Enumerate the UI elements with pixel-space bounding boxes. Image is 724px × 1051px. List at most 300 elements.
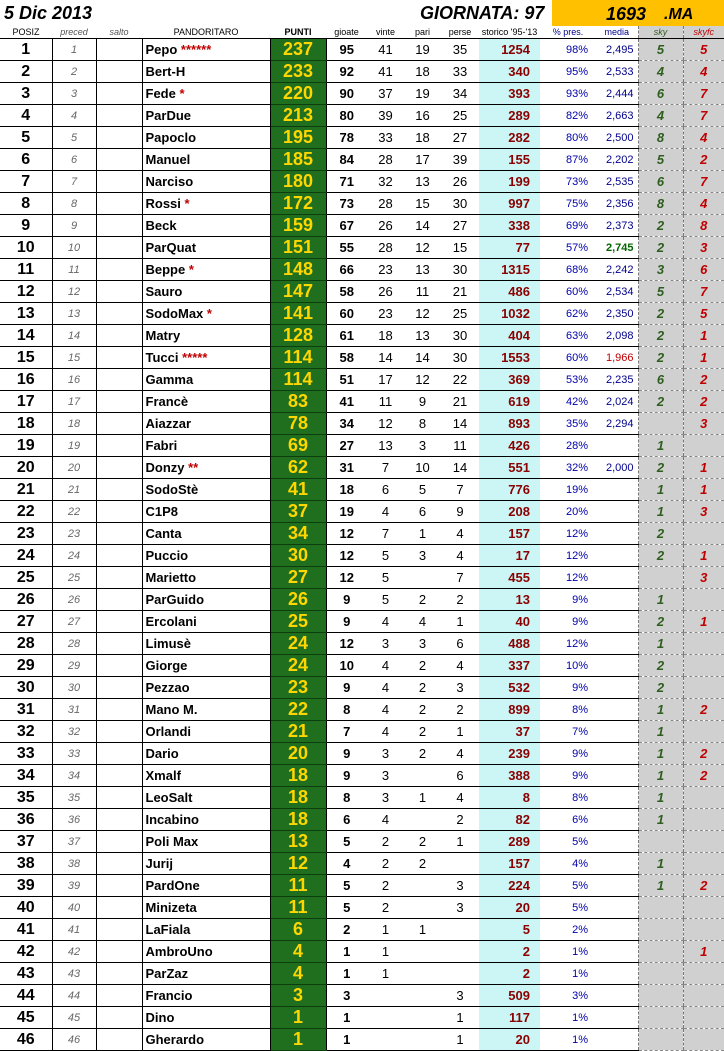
presence-cell: 68%	[540, 259, 596, 281]
previous-cell: 38	[52, 853, 96, 875]
won-cell: 28	[367, 149, 404, 171]
skyfc-cell: 1	[683, 325, 724, 347]
position-cell: 20	[0, 457, 52, 479]
jump-cell	[96, 743, 142, 765]
table-row	[0, 1029, 724, 1051]
draw-cell	[404, 809, 441, 831]
won-cell	[367, 985, 404, 1007]
skyfc-cell: 7	[683, 83, 724, 105]
history-cell: 2	[479, 963, 540, 985]
played-cell: 90	[326, 83, 367, 105]
position-cell: 5	[0, 127, 52, 149]
skyfc-cell	[683, 721, 724, 743]
player-name-cell: Incabino	[142, 809, 270, 831]
presence-cell: 1%	[540, 941, 596, 963]
played-cell: 8	[326, 699, 367, 721]
sky-cell: 4	[638, 61, 683, 83]
skyfc-cell: 2	[683, 875, 724, 897]
average-cell	[596, 875, 638, 897]
table-row	[0, 369, 724, 391]
jump-cell	[96, 721, 142, 743]
player-name-cell: Jurij	[142, 853, 270, 875]
presence-cell: 6%	[540, 809, 596, 831]
average-cell	[596, 743, 638, 765]
draw-cell: 5	[404, 479, 441, 501]
points-cell: 195	[270, 127, 326, 149]
position-cell: 32	[0, 721, 52, 743]
played-cell: 1	[326, 941, 367, 963]
average-cell	[596, 853, 638, 875]
table-row	[0, 501, 724, 523]
average-cell	[596, 633, 638, 655]
history-cell: 899	[479, 699, 540, 721]
draw-cell	[404, 875, 441, 897]
table-row	[0, 633, 724, 655]
star-marker: *	[203, 306, 212, 321]
col-header-played: gioate	[326, 26, 367, 39]
col-header-won: vinte	[367, 26, 404, 39]
jump-cell	[96, 413, 142, 435]
lost-cell: 4	[441, 545, 479, 567]
position-cell: 8	[0, 193, 52, 215]
played-cell: 9	[326, 743, 367, 765]
previous-cell: 1	[52, 39, 96, 61]
presence-cell: 10%	[540, 655, 596, 677]
position-cell: 17	[0, 391, 52, 413]
player-name-cell: ParQuat	[142, 237, 270, 259]
presence-cell: 9%	[540, 677, 596, 699]
player-name-cell: C1P8	[142, 501, 270, 523]
presence-cell: 9%	[540, 765, 596, 787]
average-cell: 2,533	[596, 61, 638, 83]
points-cell: 27	[270, 567, 326, 589]
draw-cell	[404, 985, 441, 1007]
lost-cell: 30	[441, 259, 479, 281]
previous-cell: 27	[52, 611, 96, 633]
previous-cell: 18	[52, 413, 96, 435]
lost-cell: 7	[441, 567, 479, 589]
position-cell: 10	[0, 237, 52, 259]
previous-cell: 21	[52, 479, 96, 501]
sky-cell: 1	[638, 435, 683, 457]
average-cell	[596, 809, 638, 831]
col-header-average: media	[596, 26, 638, 39]
player-name-cell: Limusè	[142, 633, 270, 655]
position-cell: 15	[0, 347, 52, 369]
col-header-player: PANDORITARO	[142, 26, 270, 39]
jump-cell	[96, 941, 142, 963]
presence-cell: 20%	[540, 501, 596, 523]
played-cell: 10	[326, 655, 367, 677]
position-cell: 39	[0, 875, 52, 897]
average-cell	[596, 523, 638, 545]
sky-cell: 6	[638, 369, 683, 391]
skyfc-cell	[683, 1029, 724, 1051]
history-cell: 1553	[479, 347, 540, 369]
draw-cell: 2	[404, 655, 441, 677]
player-name-cell: Tucci *****	[142, 347, 270, 369]
average-cell	[596, 897, 638, 919]
won-cell: 2	[367, 897, 404, 919]
points-cell: 11	[270, 897, 326, 919]
draw-cell: 4	[404, 611, 441, 633]
jump-cell	[96, 765, 142, 787]
draw-cell: 14	[404, 347, 441, 369]
points-cell: 13	[270, 831, 326, 853]
average-cell: 2,098	[596, 325, 638, 347]
previous-cell: 8	[52, 193, 96, 215]
draw-cell: 13	[404, 259, 441, 281]
average-cell: 2,350	[596, 303, 638, 325]
history-cell: 338	[479, 215, 540, 237]
total-suffix: .MA	[664, 6, 694, 23]
lost-cell: 4	[441, 743, 479, 765]
sky-cell	[638, 963, 683, 985]
previous-cell: 42	[52, 941, 96, 963]
sky-cell: 1	[638, 633, 683, 655]
skyfc-cell	[683, 853, 724, 875]
lost-cell: 30	[441, 193, 479, 215]
lost-cell: 2	[441, 699, 479, 721]
average-cell: 2,745	[596, 237, 638, 259]
won-cell: 5	[367, 589, 404, 611]
presence-cell: 28%	[540, 435, 596, 457]
lost-cell	[441, 941, 479, 963]
played-cell: 34	[326, 413, 367, 435]
won-cell: 26	[367, 215, 404, 237]
presence-cell: 63%	[540, 325, 596, 347]
history-cell: 1032	[479, 303, 540, 325]
position-cell: 41	[0, 919, 52, 941]
player-name-cell: ParDue	[142, 105, 270, 127]
player-name-cell: Francio	[142, 985, 270, 1007]
previous-cell: 4	[52, 105, 96, 127]
played-cell: 12	[326, 633, 367, 655]
table-row	[0, 391, 724, 413]
won-cell: 4	[367, 501, 404, 523]
table-row	[0, 985, 724, 1007]
position-cell: 34	[0, 765, 52, 787]
won-cell: 3	[367, 743, 404, 765]
skyfc-cell: 7	[683, 105, 724, 127]
average-cell: 2,294	[596, 413, 638, 435]
history-cell: 551	[479, 457, 540, 479]
previous-cell: 31	[52, 699, 96, 721]
jump-cell	[96, 567, 142, 589]
draw-cell: 2	[404, 699, 441, 721]
previous-cell: 24	[52, 545, 96, 567]
player-name-cell: Narciso	[142, 171, 270, 193]
played-cell: 5	[326, 831, 367, 853]
draw-cell: 2	[404, 853, 441, 875]
table-row	[0, 721, 724, 743]
matchday-label: GIORNATA: 97	[420, 3, 545, 23]
player-name-cell: Puccio	[142, 545, 270, 567]
played-cell: 7	[326, 721, 367, 743]
played-cell: 19	[326, 501, 367, 523]
average-cell: 2,235	[596, 369, 638, 391]
draw-cell: 19	[404, 39, 441, 61]
played-cell: 9	[326, 765, 367, 787]
table-row	[0, 743, 724, 765]
position-cell: 45	[0, 1007, 52, 1029]
table-row	[0, 193, 724, 215]
position-cell: 14	[0, 325, 52, 347]
points-cell: 62	[270, 457, 326, 479]
skyfc-cell: 5	[683, 39, 724, 61]
presence-cell: 1%	[540, 963, 596, 985]
draw-cell: 1	[404, 787, 441, 809]
position-cell: 37	[0, 831, 52, 853]
won-cell: 1	[367, 919, 404, 941]
average-cell	[596, 545, 638, 567]
draw-cell: 10	[404, 457, 441, 479]
sky-cell: 2	[638, 325, 683, 347]
player-name-cell: SodoMax *	[142, 303, 270, 325]
history-cell: 208	[479, 501, 540, 523]
draw-cell: 3	[404, 435, 441, 457]
points-cell: 148	[270, 259, 326, 281]
sky-cell: 2	[638, 215, 683, 237]
previous-cell: 6	[52, 149, 96, 171]
jump-cell	[96, 435, 142, 457]
previous-cell: 26	[52, 589, 96, 611]
jump-cell	[96, 215, 142, 237]
history-cell: 20	[479, 897, 540, 919]
history-cell: 17	[479, 545, 540, 567]
table-row	[0, 655, 724, 677]
points-cell: 11	[270, 875, 326, 897]
draw-cell: 1	[404, 919, 441, 941]
sky-cell: 2	[638, 611, 683, 633]
history-cell: 289	[479, 105, 540, 127]
played-cell: 2	[326, 919, 367, 941]
position-cell: 38	[0, 853, 52, 875]
won-cell: 33	[367, 127, 404, 149]
star-marker: ******	[177, 42, 212, 57]
skyfc-cell: 4	[683, 61, 724, 83]
points-cell: 213	[270, 105, 326, 127]
lost-cell: 1	[441, 831, 479, 853]
played-cell: 6	[326, 809, 367, 831]
table-row	[0, 237, 724, 259]
average-cell: 2,242	[596, 259, 638, 281]
table-row	[0, 457, 724, 479]
sky-cell	[638, 897, 683, 919]
won-cell: 2	[367, 831, 404, 853]
points-cell: 24	[270, 633, 326, 655]
position-cell: 16	[0, 369, 52, 391]
history-cell: 13	[479, 589, 540, 611]
history-cell: 369	[479, 369, 540, 391]
col-header-sky: sky	[638, 26, 683, 39]
points-cell: 141	[270, 303, 326, 325]
previous-cell: 46	[52, 1029, 96, 1051]
lost-cell: 27	[441, 215, 479, 237]
average-cell: 2,534	[596, 281, 638, 303]
previous-cell: 7	[52, 171, 96, 193]
table-row	[0, 941, 724, 963]
jump-cell	[96, 39, 142, 61]
col-header-presence: % pres.	[540, 26, 596, 39]
played-cell: 58	[326, 281, 367, 303]
draw-cell	[404, 897, 441, 919]
jump-cell	[96, 127, 142, 149]
jump-cell	[96, 303, 142, 325]
won-cell: 4	[367, 809, 404, 831]
skyfc-cell	[683, 897, 724, 919]
presence-cell: 80%	[540, 127, 596, 149]
player-name-cell: Dario	[142, 743, 270, 765]
lost-cell: 15	[441, 237, 479, 259]
won-cell	[367, 1007, 404, 1029]
player-name-cell: Sauro	[142, 281, 270, 303]
jump-cell	[96, 897, 142, 919]
position-cell: 25	[0, 567, 52, 589]
table-row	[0, 875, 724, 897]
lost-cell: 2	[441, 809, 479, 831]
presence-cell: 60%	[540, 281, 596, 303]
table-row	[0, 853, 724, 875]
player-name-cell: Giorge	[142, 655, 270, 677]
table-row	[0, 831, 724, 853]
played-cell: 67	[326, 215, 367, 237]
presence-cell: 12%	[540, 633, 596, 655]
average-cell	[596, 479, 638, 501]
presence-cell: 73%	[540, 171, 596, 193]
lost-cell: 35	[441, 39, 479, 61]
history-cell: 239	[479, 743, 540, 765]
skyfc-cell	[683, 435, 724, 457]
lost-cell: 22	[441, 369, 479, 391]
draw-cell: 1	[404, 523, 441, 545]
won-cell: 32	[367, 171, 404, 193]
table-row	[0, 171, 724, 193]
won-cell: 13	[367, 435, 404, 457]
skyfc-cell: 5	[683, 303, 724, 325]
sky-cell: 5	[638, 149, 683, 171]
presence-cell: 9%	[540, 589, 596, 611]
position-cell: 7	[0, 171, 52, 193]
draw-cell: 2	[404, 589, 441, 611]
history-cell: 1315	[479, 259, 540, 281]
average-cell: 2,663	[596, 105, 638, 127]
jump-cell	[96, 83, 142, 105]
points-cell: 172	[270, 193, 326, 215]
previous-cell: 29	[52, 655, 96, 677]
average-cell: 2,356	[596, 193, 638, 215]
lost-cell: 21	[441, 391, 479, 413]
played-cell: 12	[326, 545, 367, 567]
presence-cell: 32%	[540, 457, 596, 479]
points-cell: 69	[270, 435, 326, 457]
table-row	[0, 963, 724, 985]
presence-cell: 5%	[540, 897, 596, 919]
presence-cell: 5%	[540, 831, 596, 853]
previous-cell: 3	[52, 83, 96, 105]
lost-cell: 26	[441, 171, 479, 193]
previous-cell: 32	[52, 721, 96, 743]
draw-cell: 3	[404, 633, 441, 655]
sky-cell	[638, 1029, 683, 1051]
points-cell: 1	[270, 1029, 326, 1051]
presence-cell: 9%	[540, 611, 596, 633]
table-row	[0, 149, 724, 171]
average-cell	[596, 985, 638, 1007]
played-cell: 58	[326, 347, 367, 369]
sky-cell: 6	[638, 171, 683, 193]
lost-cell: 21	[441, 281, 479, 303]
won-cell: 4	[367, 699, 404, 721]
col-header-position: POSIZ	[0, 26, 52, 39]
history-cell: 532	[479, 677, 540, 699]
points-cell: 159	[270, 215, 326, 237]
skyfc-cell: 2	[683, 369, 724, 391]
sky-cell: 2	[638, 303, 683, 325]
previous-cell: 25	[52, 567, 96, 589]
played-cell: 1	[326, 963, 367, 985]
draw-cell: 2	[404, 721, 441, 743]
average-cell	[596, 501, 638, 523]
position-cell: 18	[0, 413, 52, 435]
player-name-cell: Fabri	[142, 435, 270, 457]
history-cell: 82	[479, 809, 540, 831]
won-cell: 17	[367, 369, 404, 391]
draw-cell: 12	[404, 237, 441, 259]
played-cell: 66	[326, 259, 367, 281]
average-cell	[596, 941, 638, 963]
presence-cell: 7%	[540, 721, 596, 743]
points-cell: 24	[270, 655, 326, 677]
sky-cell: 2	[638, 655, 683, 677]
points-cell: 4	[270, 963, 326, 985]
player-name-cell: Bert-H	[142, 61, 270, 83]
star-marker: *	[180, 196, 190, 211]
played-cell: 4	[326, 853, 367, 875]
lost-cell: 4	[441, 655, 479, 677]
won-cell: 7	[367, 523, 404, 545]
sky-cell: 5	[638, 281, 683, 303]
history-cell: 340	[479, 61, 540, 83]
skyfc-cell: 8	[683, 215, 724, 237]
previous-cell: 35	[52, 787, 96, 809]
played-cell: 8	[326, 787, 367, 809]
history-cell: 393	[479, 83, 540, 105]
sky-cell: 2	[638, 391, 683, 413]
history-cell: 77	[479, 237, 540, 259]
average-cell	[596, 1007, 638, 1029]
jump-cell	[96, 1007, 142, 1029]
position-cell: 9	[0, 215, 52, 237]
skyfc-cell: 3	[683, 413, 724, 435]
table-row	[0, 281, 724, 303]
sky-cell: 1	[638, 809, 683, 831]
presence-cell: 82%	[540, 105, 596, 127]
history-cell: 157	[479, 523, 540, 545]
table-row	[0, 809, 724, 831]
played-cell: 61	[326, 325, 367, 347]
position-cell: 27	[0, 611, 52, 633]
lost-cell: 25	[441, 105, 479, 127]
player-name-cell: AmbroUno	[142, 941, 270, 963]
average-cell	[596, 589, 638, 611]
average-cell	[596, 721, 638, 743]
lost-cell: 2	[441, 589, 479, 611]
table-row	[0, 413, 724, 435]
previous-cell: 2	[52, 61, 96, 83]
draw-cell: 18	[404, 61, 441, 83]
table-row	[0, 479, 724, 501]
